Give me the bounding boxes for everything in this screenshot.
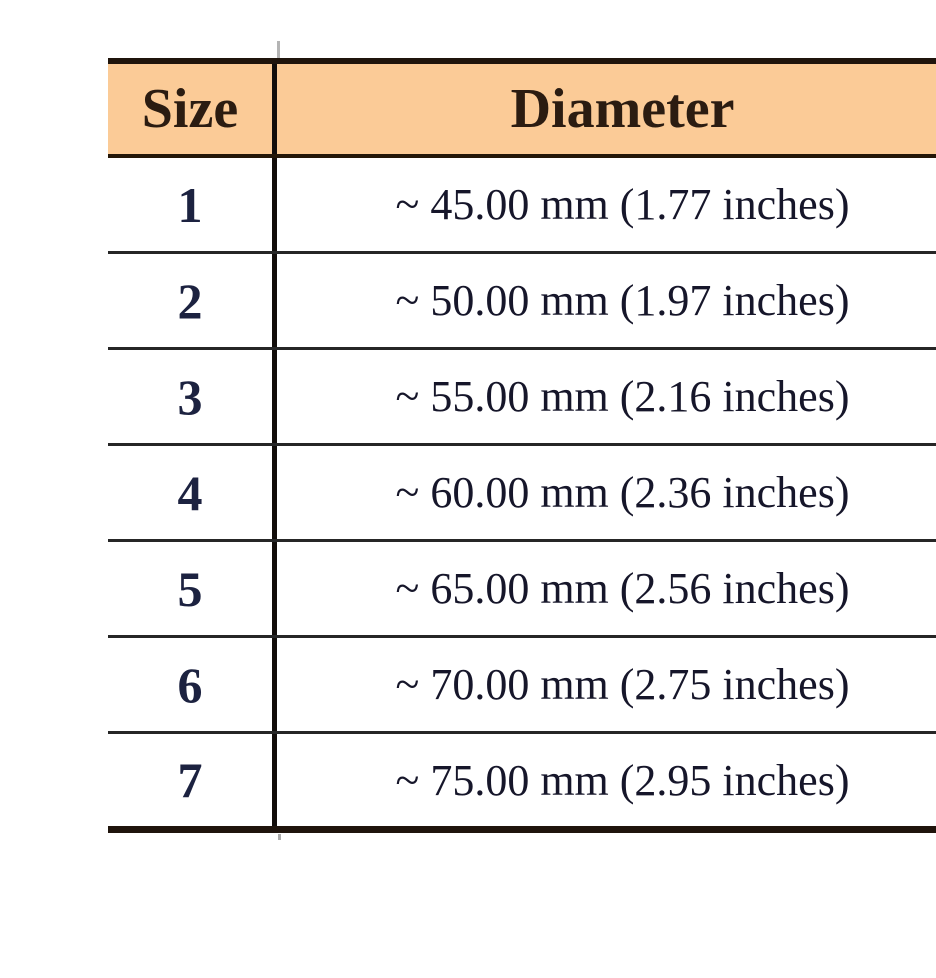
size-value: 1 <box>177 176 203 233</box>
diameter-value: ~ 65.00 mm (2.56 inches) <box>395 564 850 613</box>
size-cell <box>108 254 277 347</box>
diameter-cell <box>277 755 936 806</box>
size-value: 3 <box>177 368 203 425</box>
size-cell <box>108 446 277 539</box>
header-size-label: Size <box>141 78 239 140</box>
size-diameter-table <box>108 58 936 833</box>
diameter-value: ~ 45.00 mm (1.77 inches) <box>395 180 850 229</box>
diameter-cell <box>277 659 936 710</box>
table-row <box>108 254 936 350</box>
table-row <box>108 158 936 254</box>
size-cell <box>108 734 277 826</box>
table-row <box>108 446 936 542</box>
header-cell-diameter <box>277 77 936 141</box>
table-row <box>108 542 936 638</box>
diameter-cell <box>277 563 936 614</box>
header-cell-size <box>108 64 277 154</box>
size-value: 2 <box>177 272 203 329</box>
size-value: 4 <box>177 464 203 521</box>
diameter-value: ~ 70.00 mm (2.75 inches) <box>395 660 850 709</box>
diameter-cell <box>277 179 936 230</box>
table-row <box>108 350 936 446</box>
diameter-cell <box>277 275 936 326</box>
table-header-row <box>108 64 936 158</box>
size-value: 6 <box>177 656 203 713</box>
size-cell <box>108 542 277 635</box>
diameter-value: ~ 75.00 mm (2.95 inches) <box>395 755 850 805</box>
table-row <box>108 734 936 826</box>
header-diameter-label: Diameter <box>510 78 735 140</box>
size-cell <box>108 350 277 443</box>
size-cell <box>108 158 277 251</box>
diameter-value: ~ 60.00 mm (2.36 inches) <box>395 468 850 517</box>
cropped-artifact-line-top <box>277 41 280 59</box>
size-value: 5 <box>177 560 203 617</box>
diameter-value: ~ 50.00 mm (1.97 inches) <box>395 276 850 325</box>
table-row <box>108 638 936 734</box>
diameter-value: ~ 55.00 mm (2.16 inches) <box>395 372 850 421</box>
diameter-cell <box>277 467 936 518</box>
size-cell <box>108 638 277 731</box>
cropped-artifact-line-bottom <box>278 834 281 840</box>
size-value: 7 <box>177 752 203 808</box>
diameter-cell <box>277 371 936 422</box>
